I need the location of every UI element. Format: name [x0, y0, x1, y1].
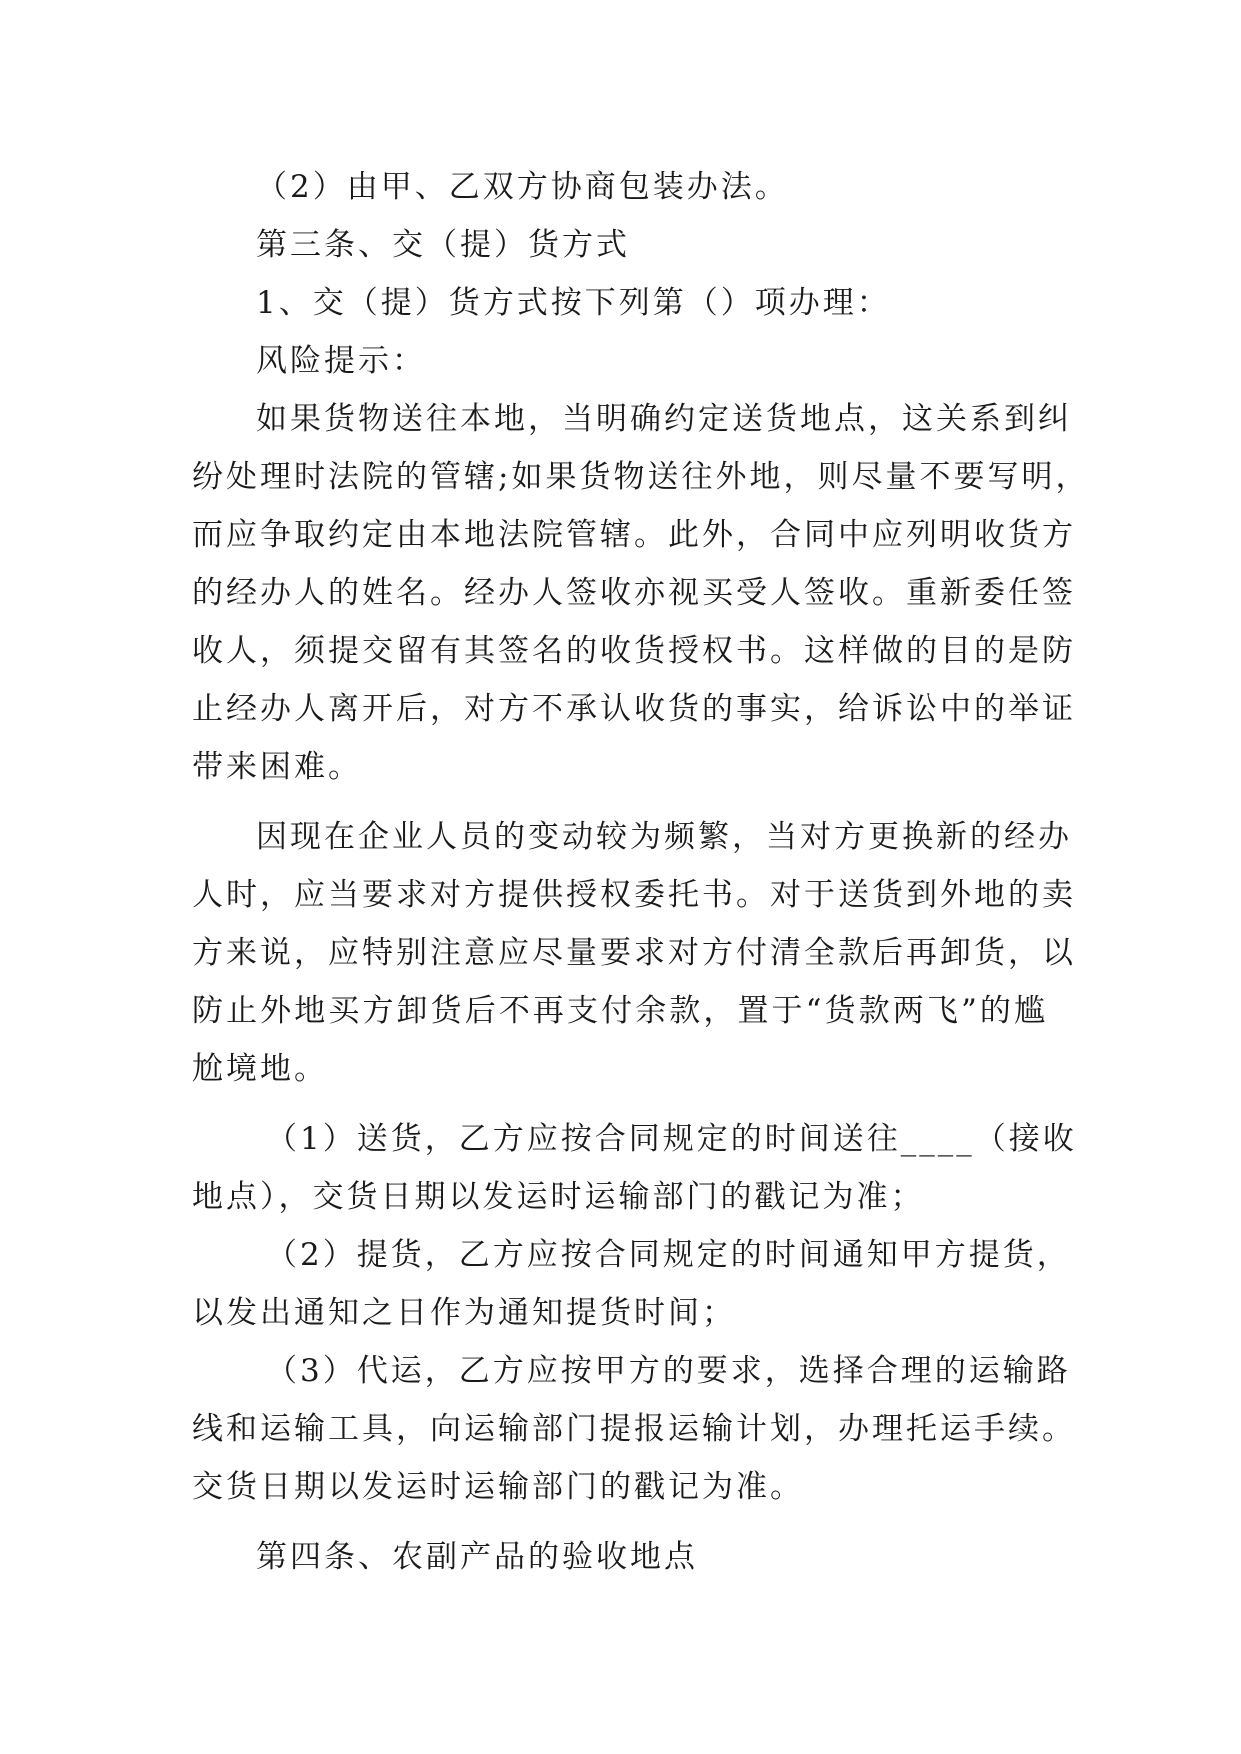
- paragraph-line: 带来困难。: [192, 749, 362, 785]
- paragraph-line: 如果货物送往本地，当明确约定送货地点，这关系到纠: [256, 401, 1072, 437]
- paragraph-line: 因现在企业人员的变动较为频繁，当对方更换新的经办: [256, 819, 1072, 855]
- paragraph-line: 的经办人的姓名。经办人签收亦视买受人签收。重新委任签: [192, 575, 1076, 611]
- paragraph-line: 方来说，应特别注意应尽量要求对方付清全款后再卸货，以: [192, 935, 1076, 971]
- paragraph-line: （2）由甲、乙双方协商包装办法。: [256, 169, 789, 205]
- paragraph-line: 交货日期以发运时运输部门的戳记为准。: [192, 1469, 804, 1505]
- document-page: [192, 158, 1090, 1586]
- paragraph-line: 纷处理时法院的管辖;如果货物送往外地，则尽量不要写明，: [192, 459, 1090, 495]
- paragraph-line: 止经办人离开后，对方不承认收货的事实，给诉讼中的举证: [192, 691, 1076, 727]
- paragraph-line: 以发出通知之日作为通知提货时间；: [192, 1295, 736, 1331]
- paragraph-line: 1、交（提）货方式按下列第（）项办理：: [256, 285, 891, 321]
- paragraph-line: 地点），交货日期以发运时运输部门的戳记为准；: [192, 1179, 925, 1215]
- paragraph-line: 而应争取约定由本地法院管辖。此外，合同中应列明收货方: [192, 517, 1076, 553]
- risk-tip-heading: 风险提示：: [256, 343, 426, 379]
- paragraph-line: 收人，须提交留有其签名的收货授权书。这样做的目的是防: [192, 633, 1076, 669]
- paragraph-line: 尬境地。: [192, 1051, 328, 1087]
- paragraph-line: 人时，应当要求对方提供授权委托书。对于送货到外地的卖: [192, 877, 1076, 913]
- paragraph-line: （2）提货，乙方应按合同规定的时间通知甲方提货，: [266, 1237, 1071, 1273]
- paragraph-line: （3）代运，乙方应按甲方的要求，选择合理的运输路: [266, 1353, 1071, 1389]
- paragraph-line: 线和运输工具，向运输部门提报运输计划，办理托运手续。: [192, 1411, 1076, 1447]
- paragraph-line: （1）送货，乙方应按合同规定的时间送往____（接收: [266, 1121, 1077, 1157]
- section-heading: 第三条、交（提）货方式: [256, 227, 630, 263]
- section-heading: 第四条、农副产品的验收地点: [256, 1539, 698, 1575]
- paragraph-line: 防止外地买方卸货后不再支付余款，置于“货款两飞”的尴: [192, 993, 1048, 1029]
